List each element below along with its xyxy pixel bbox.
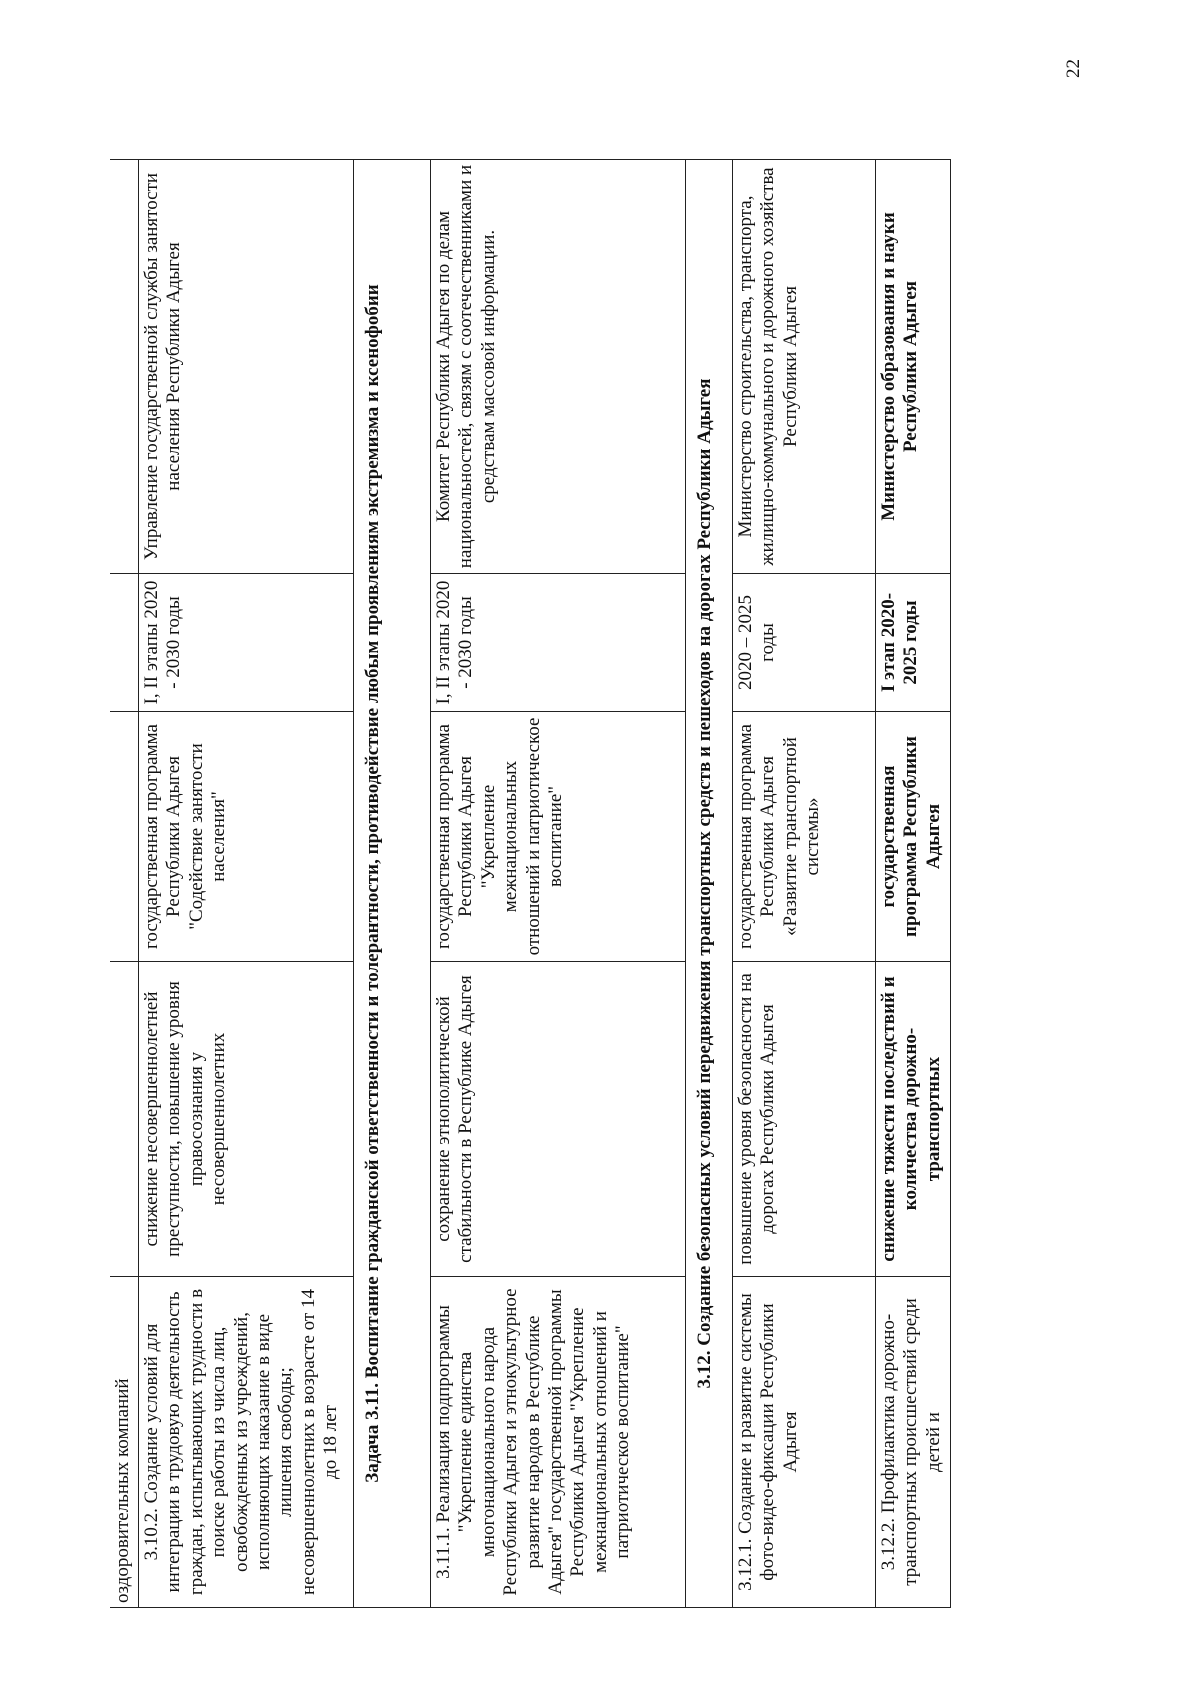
- executor-cell: Комитет Республики Адыгея по делам национальностей, связям с соотечественниками и средствам массовой информации.: [431, 160, 686, 574]
- task-header-row: [354, 160, 431, 1608]
- measures-table: [110, 159, 951, 1608]
- measure-cell: 3.10.2. Создание условий для интеграции в трудовую деятельность граждан, испытывающих трудности в поиске работы из числа лиц, освобожденных из учреждений, исполняющих наказание в виде лишения свободы; несовершеннолетних в возрасте от 14 до 18 лет: [139, 1277, 354, 1608]
- goal-cell: сохранение этнополитической стабильности в Республике Адыгея: [431, 962, 686, 1277]
- task-heading: Задача 3.11. Воспитание гражданской ответственности и толерантности, противодействие любым проявлениям экстремизма и ксенофобии: [354, 160, 431, 1608]
- measure-cell: 3.11.1. Реализация подпрограммы "Укрепление единства многонационального народа Республики Адыгея и этнокультурное развитие народов в Республике Адыгея" государственной программы Республики Адыгея "Укрепление межнациональных отношений и патриотическое воспитание": [431, 1277, 686, 1608]
- table-row: [733, 160, 876, 1608]
- page-number: 22: [1063, 59, 1084, 78]
- program-cell: государственная программа Республики Адыгея: [876, 712, 951, 962]
- period-cell: I, II этапы 2020 - 2030 годы: [431, 574, 686, 712]
- program-cell: государственная программа Республики Адыгея «Развитие транспортной системы»: [733, 712, 876, 962]
- program-cell: государственная программа Республики Адыгея "Укрепление межнациональных отношений и патриотическое воспитание": [431, 712, 686, 962]
- period-cell: I, II этапы 2020 - 2030 годы: [139, 574, 354, 712]
- executor-cell: [110, 160, 139, 574]
- measure-cell: 3.12.2. Профилактика дорожно-транспортных происшествий среди детей и: [876, 1277, 951, 1608]
- program-cell: [110, 712, 139, 962]
- period-cell: 2020 – 2025 годы: [733, 574, 876, 712]
- executor-cell: Министерство строительства, транспорта, жилищно-коммунального и дорожного хозяйства Республики Адыгея: [733, 160, 876, 574]
- goal-cell: [110, 962, 139, 1277]
- goal-cell: снижение несовершеннолетней преступности, повышение уровня правосознания у несовершеннолетних: [139, 962, 354, 1277]
- period-cell: [110, 574, 139, 712]
- measure-cell: 3.12.1. Создание и развитие системы фото-видео-фиксации Республики Адыгея: [733, 1277, 876, 1608]
- rotated-table-container: [110, 160, 1038, 1608]
- table-row: [431, 160, 686, 1608]
- goal-cell: повышение уровня безопасности на дорогах Республики Адыгея: [733, 962, 876, 1277]
- task-heading: 3.12. Создание безопасных условий передвижения транспортных средств и пешеходов на дорогах Республики Адыгея: [686, 160, 733, 1608]
- task-header-row: [686, 160, 733, 1608]
- executor-cell: Управление государственной службы занятости населения Республики Адыгея: [139, 160, 354, 574]
- period-cell: I этап 2020-2025 годы: [876, 574, 951, 712]
- table-row: [876, 160, 951, 1608]
- program-cell: государственная программа Республики Адыгея "Содействие занятости населения": [139, 712, 354, 962]
- executor-cell: Министерство образования и науки Республики Адыгея: [876, 160, 951, 574]
- goal-cell: снижение тяжести последствий и количества дорожно-транспортных: [876, 962, 951, 1277]
- table-row: [110, 160, 139, 1608]
- table-row: [139, 160, 354, 1608]
- measure-cell: оздоровительных компаний: [110, 1277, 139, 1608]
